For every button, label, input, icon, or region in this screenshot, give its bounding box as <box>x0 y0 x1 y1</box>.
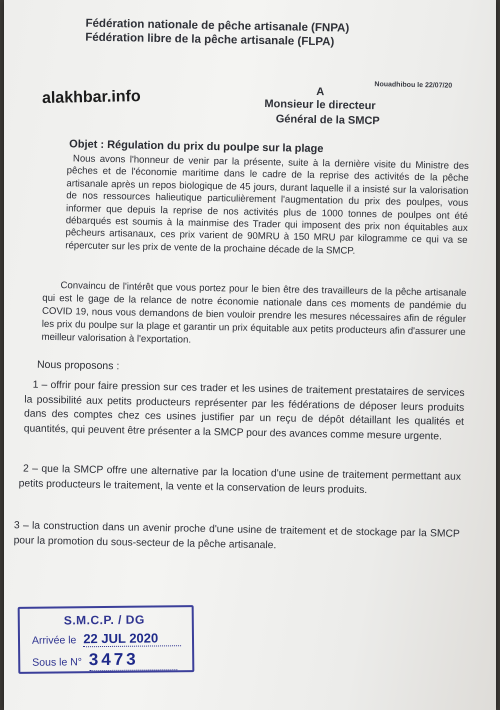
sender-line-2: Fédération libre de la pêche artisanale (FLPA) <box>85 31 335 49</box>
paragraph-1: Nous avons l'honneur de venir par la présente, suite à la dernière visite du Ministre des pêches et de l'économie maritime dans le cadre de la reprise des activités de la pêche artisanale après un repos biologique de 45 jours, durant laquelle il a insisté sur la valorisation de nos ressources halieutique particulièrement l'augmentation du prix des poulpes, vous informer que depuis la reprise de nos activités plus de 1000 tonnes de poulpes ont été débarqués est soumis à la mainmise des Trader qui imposent des prix non équitables aux pêcheurs artisanaux, ces prix varient de 90MRU à 150 MRU par kilogramme ce qui va se répercuter sur les prix de vente de la prochaine décade de la SMCP. <box>65 153 469 257</box>
letter-subject: Objet : Régulation du prix du poulpe sur la plage <box>69 138 324 156</box>
stamp-arrival-row <box>32 630 181 648</box>
stamp-number-row <box>32 649 177 672</box>
sender-line-1: Fédération nationale de pêche artisanale (FNPA) <box>85 17 350 35</box>
stamp-title: S.M.C.P. / DG <box>63 612 145 628</box>
stamp-number-label: Sous le N° <box>32 656 83 669</box>
recipient-line-2: Général de la SMCP <box>275 113 380 128</box>
recipient-prefix: A <box>316 86 325 99</box>
proposal-3: 3 – la construction dans un avenir proche d'une usine de traitement et de stockage par la SMCP pour la promotion du sous-secteur de la pêche artisanale. <box>13 520 460 551</box>
stamp-arrival-value: 22 JUL 2020 <box>83 630 181 647</box>
reception-stamp <box>18 605 195 674</box>
proposal-1: 1 – offrir pour faire pression sur ces trader et les usines de traitement prestataires de services la possibilité aux petits producteurs représenter par les fédérations de déposer leurs produits dans des comptes chez ces usines justifier par un reçu de dépôt détaillant les qualités et quantités, qui peuvent être présenter a la SMCP pour des avances comme mesure urgente. <box>23 379 465 442</box>
proposal-2: 2 – que la SMCP offre une alternative par la location d'une usine de traitement permettant aux petits producteurs le traitement, la vente et la conservation de leurs produits. <box>18 463 462 496</box>
watermark: alakhbar.info <box>41 88 141 107</box>
letter-date: Nouadhibou le 22/07/20 <box>374 81 453 90</box>
stamp-number-value: 3473 <box>89 649 177 671</box>
recipient-line-1: Monsieur le directeur <box>264 98 376 113</box>
proposals-heading: Nous proposons : <box>36 358 120 373</box>
letter-page <box>4 0 496 710</box>
paragraph-2: Convaincu de l'intérêt que vous portez pour le bien être des travailleurs de la pêche artisanale qui est le gage de la relance de notre économie nationale dans ces moments de pandémie du COVID 19, nous vous demandons de bien vouloir prendre les mesures nécessaires afin de réguler les prix du poulpe sur la plage et garantir un prix équitable aux petits producteurs afin d'assurer une meilleur valorisation à l'exportation. <box>41 280 467 346</box>
stamp-arrival-label: Arrivée le <box>31 634 77 647</box>
